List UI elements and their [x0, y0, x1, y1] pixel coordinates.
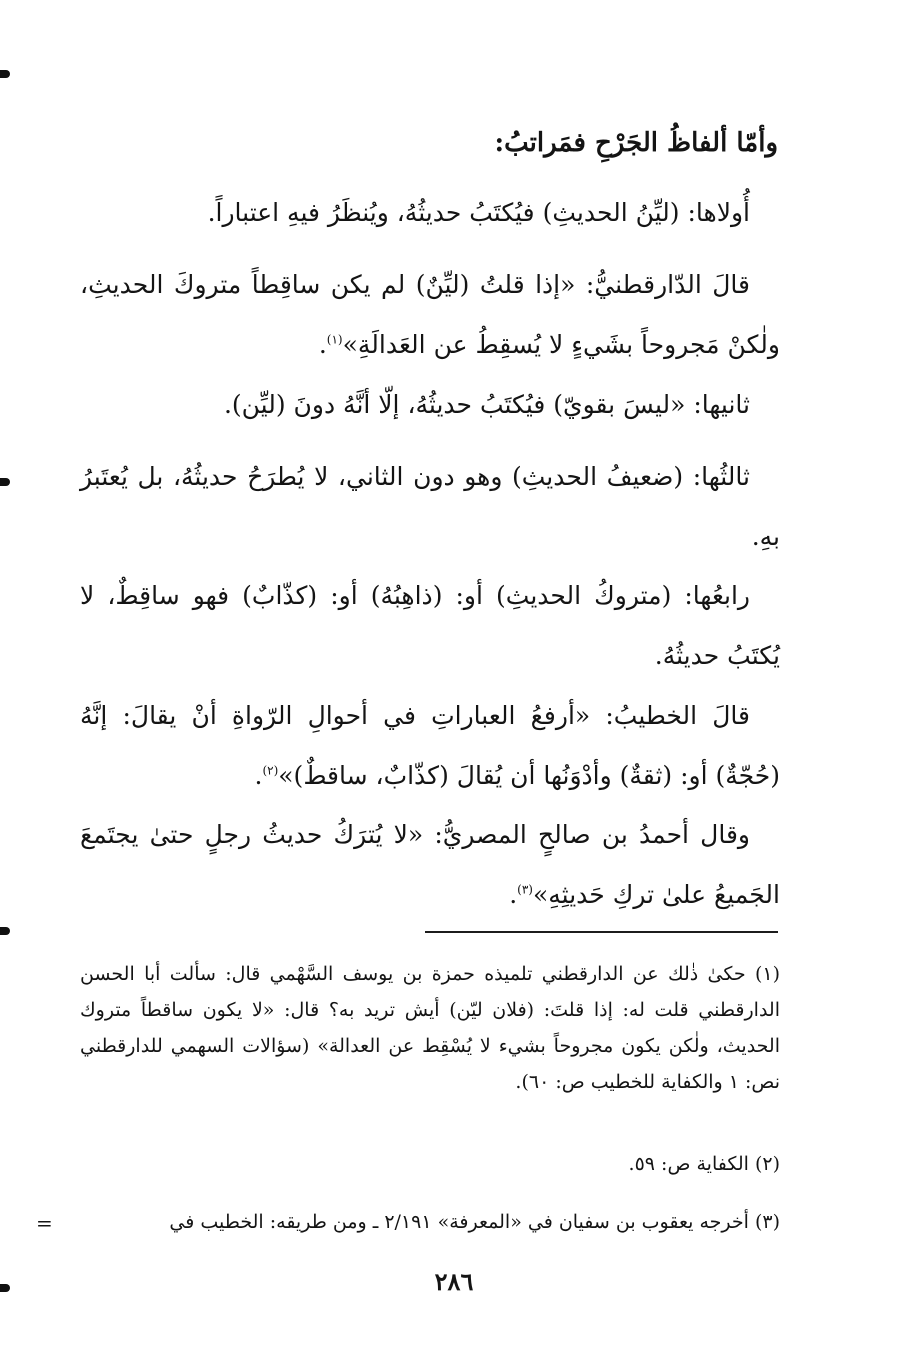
page-number: ٢٨٦ [434, 1267, 474, 1296]
footnote-ref-3[interactable]: (٣) [517, 882, 533, 897]
paragraph-end-mark: . [254, 761, 263, 790]
paragraph-third-rank [80, 447, 780, 567]
paragraph-end-mark: . [509, 880, 518, 909]
footnote-3: (٣) أخرجه يعقوب بن سفيان في «المعرفة» ٢/١٩١ ـ ومن طريقه: الخطيب في [169, 1211, 780, 1233]
footnote-ref-2[interactable]: (٢) [262, 763, 279, 778]
paragraph-text: قالَ الدّارقطنيُّ: «إذا قلتُ (ليِّنٌ) لم يكن ساقِطاً متروكَ الحديثِ، ولٰكنْ مَجروحاً بشَيءٍ لا يُسقِطُ عن العَدالَةِ» [80, 270, 780, 359]
paragraph-text: رابعُها: (متروكُ الحديثِ) أو: (ذاهِبُهُ) أو: (كذّابٌ) فهو ساقِطٌ، لا يُكتَبُ حديثُهُ. [80, 581, 780, 670]
footnote-divider [425, 931, 778, 933]
paragraph-text: ثانيها: «ليسَ بقويّ) فيُكتَبُ حديثُهُ، إلّا أنَّهُ دونَ (ليِّن). [223, 390, 750, 419]
paragraph-fourth-rank [80, 566, 780, 686]
scan-edge-mark [0, 70, 10, 78]
footnote-1: (١) حكىٰ ذٰلك عن الدارقطني تلميذه حمزة بن يوسف السَّهْمي قال: سألت أبا الحسن الدارقطني قلت له: إذا قلتَ: (فلان ليّن) أيش تريد به؟ قال: «لا يكون ساقطاً متروك الحديث، ولٰكن يكون مجروحاً بشيء لا يُسْقِط عن العدالة» (سؤالات السهمي للدارقطني نص: ١ والكفاية للخطيب ص: ٦٠). [80, 963, 780, 1093]
paragraph-khatib-quote [80, 686, 780, 806]
paragraph-text: أُولاها: (ليِّنُ الحديثِ) فيُكتَبُ حديثُهُ، ويُنظَرُ فيهِ اعتباراً. [207, 198, 750, 227]
footnote-2: (٢) الكفاية ص: ٥٩. [628, 1153, 780, 1175]
scan-edge-mark [0, 1284, 10, 1292]
continuation-mark: = [36, 1211, 53, 1235]
footnote-ref-1[interactable]: (١) [326, 332, 343, 347]
paragraph-text: قالَ الخطيبُ: «أرفعُ العباراتِ في أحوالِ الرّواةِ أنْ يقالَ: إنَّهُ (حُجّةٌ) أو: (ثقةٌ) وأدْوَنُها أن يُقالَ (كذّابٌ، ساقطٌ)» [80, 701, 780, 790]
paragraph-end-mark: . [318, 330, 327, 359]
paragraph-text: ثالثُها: (ضعيفُ الحديثِ) وهو دون الثاني، لا يُطرَحُ حديثُهُ، بل يُعتَبرُ بهِ. [80, 462, 780, 551]
scan-edge-mark [0, 478, 10, 486]
paragraph-text: وقال أحمدُ بن صالحٍ المصريُّ: «لا يُترَكُ حديثُ رجلٍ حتىٰ يجتَمعَ الجَميعُ علىٰ تركِ حَديثِهِ» [80, 820, 780, 909]
section-heading: وأمّا ألفاظُ الجَرْحِ فمَراتبُ: [494, 128, 778, 158]
scan-edge-mark [0, 927, 10, 935]
paragraph-daraqutni-quote [80, 255, 780, 375]
paragraph-ahmad-quote [80, 805, 780, 925]
paragraph-second-rank [80, 375, 780, 435]
paragraph-first-rank [80, 183, 780, 243]
